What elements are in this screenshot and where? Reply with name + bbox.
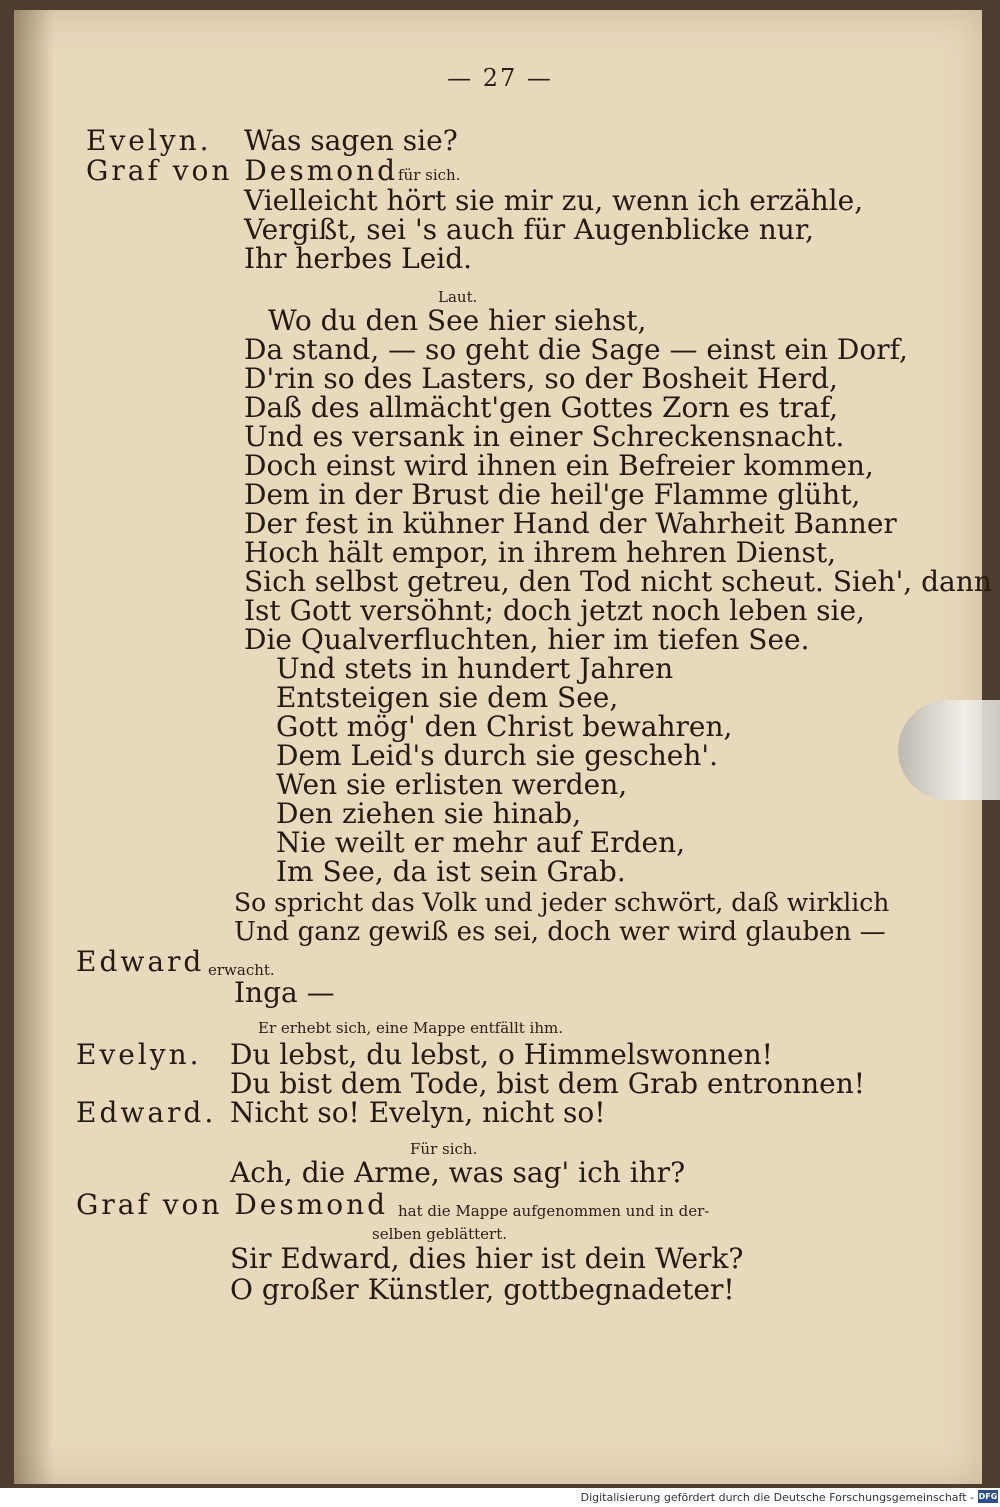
song-line: Wen sie erlisten werden,	[276, 768, 628, 801]
dfg-logo[interactable]: DFG	[978, 1492, 998, 1501]
speaker-edward: Edward.	[76, 1096, 217, 1129]
text-line: Und es versank in einer Schreckensnacht.	[244, 420, 845, 453]
page-number: — 27 —	[447, 64, 553, 92]
page-spine-shadow	[14, 10, 54, 1484]
song-line: Im See, da ist sein Grab.	[276, 855, 626, 888]
text-line: D'rin so des Lasters, so der Bosheit Herd,	[244, 362, 838, 395]
speaker-graf-von-desmond: Graf von Desmond	[86, 154, 399, 187]
text-line: Daß des allmächt'gen Gottes Zorn es traf,	[244, 391, 839, 424]
stage-direction: Er erhebt sich, eine Mappe entfällt ihm.	[258, 1019, 563, 1037]
song-line: Den ziehen sie hinab,	[276, 797, 582, 830]
song-line: Gott mög' den Christ bewahren,	[276, 710, 733, 743]
text-line: Inga —	[234, 976, 335, 1009]
speaker-graf-von-desmond: Graf von Desmond	[76, 1188, 389, 1221]
song-line: Und stets in hundert Jahren	[276, 652, 674, 685]
text-line: Du lebst, du lebst, o Himmelswonnen!	[230, 1038, 773, 1071]
text-line: Doch einst wird ihnen ein Befreier kommen,	[244, 449, 874, 482]
stage-direction: Für sich.	[410, 1140, 478, 1158]
text-line: Vergißt, sei 's auch für Augenblicke nur,	[244, 213, 815, 246]
footer-text: Digitalisierung gefördert durch die Deutsche Forschungsgemeinschaft -	[580, 1491, 974, 1504]
text-line: Wo du den See hier siehst,	[268, 304, 647, 337]
text-line: Nicht so! Evelyn, nicht so!	[230, 1096, 606, 1129]
page-clip	[898, 700, 1000, 800]
text-line: Hoch hält empor, in ihrem hehren Dienst,	[244, 536, 837, 569]
text-line: Die Qualverfluchten, hier im tiefen See.	[244, 623, 810, 656]
stage-direction: erwacht.	[208, 961, 275, 979]
text-line: Ach, die Arme, was sag' ich ihr?	[230, 1156, 686, 1189]
stage-direction: selben geblättert.	[372, 1225, 507, 1243]
text-line: Vielleicht hört sie mir zu, wenn ich erzähle,	[244, 184, 864, 217]
text-line: O großer Künstler, gottbegnadeter!	[230, 1273, 735, 1306]
speaker-edward: Edward	[76, 945, 205, 978]
text-line: Der fest in kühner Hand der Wahrheit Banner	[244, 507, 897, 540]
text-line: Dem in der Brust die heil'ge Flamme glüht,	[244, 478, 861, 511]
song-line: Entsteigen sie dem See,	[276, 681, 619, 714]
text-line: Sir Edward, dies hier ist dein Werk?	[230, 1242, 744, 1275]
text-line: Da stand, — so geht die Sage — einst ein Dorf,	[244, 333, 908, 366]
speaker-evelyn: Evelyn.	[76, 1038, 202, 1071]
song-line: Dem Leid's durch sie gescheh'.	[276, 739, 719, 772]
text-line: Und ganz gewiß es sei, doch wer wird glauben —	[234, 917, 886, 947]
text-line: Ihr herbes Leid.	[244, 242, 473, 275]
text-line: Sich selbst getreu, den Tod nicht scheut. Sieh', dann	[244, 565, 992, 598]
text-line: Du bist dem Tode, bist dem Grab entronnen!	[230, 1067, 866, 1100]
text-line: Was sagen sie?	[244, 124, 458, 157]
stage-direction: für sich.	[398, 166, 461, 184]
stage-direction: hat die Mappe aufgenommen und in der-	[398, 1202, 710, 1220]
song-line: Nie weilt er mehr auf Erden,	[276, 826, 686, 859]
text-line: Ist Gott versöhnt; doch jetzt noch leben sie,	[244, 594, 865, 627]
speaker-evelyn: Evelyn.	[86, 124, 212, 157]
stage-direction: Laut.	[438, 288, 478, 306]
text-line: So spricht das Volk und jeder schwört, daß wirklich	[234, 888, 890, 917]
footer-bar	[0, 1488, 1000, 1507]
